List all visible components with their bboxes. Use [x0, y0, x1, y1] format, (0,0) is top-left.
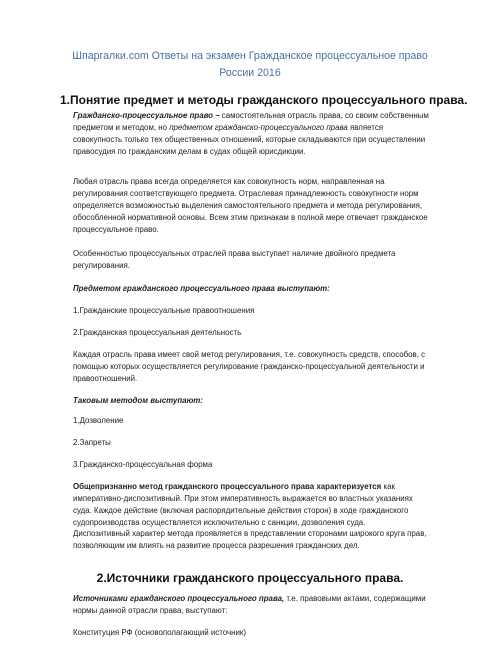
method-item-3: 3.Гражданско-процессуальная форма — [73, 460, 213, 469]
paragraph-text: является совокупность только тех общественных отношений, которые складываются при осуществлении правосудия по гражданским делам в судах общей юрисдикции. — [73, 122, 426, 156]
term-civil-procedural-law: Гражданско-процессуальное право – — [73, 111, 220, 120]
paragraph-text: самостоятельная отрасль права, со своим собственным предметом и методом, но — [73, 111, 429, 132]
paragraph-text: как императивно-диспозитивный. При этом императивность выражается во властных указаниях суда. Каждое действие (включая распорядительные действия сторон) в ходе гражданского судопроизводства осуществляется исключительно с санкции, дозволения суда. — [73, 482, 413, 527]
subject-item-2: 2.Гражданская процессуальная деятельность — [73, 328, 242, 337]
term-sources: Источниками гражданского процессуального права, — [73, 594, 285, 603]
method-item-1: 1.Дозволение — [73, 416, 124, 425]
section1-paragraph-3: Особенностью процессуальных отраслей права выступает наличие двойного предмета регулирования. — [73, 249, 396, 270]
document-title: Шпаргалки.com Ответы на экзамен Гражданское процессуальное право России 2016 — [72, 50, 428, 79]
subject-heading: Предметом гражданского процессуального права выступают: — [73, 284, 330, 293]
section2-paragraph-1 — [73, 593, 429, 617]
section1-paragraph-6: Диспозитивный характер метода проявляется в представлении сторонами широкого круга прав, позволяющим им влиять на развитие процесса разрешения гражданских дел. — [73, 529, 427, 550]
section1-paragraph-4: Каждая отрасль права имеет свой метод регулирования, т.е. совокупность средств, способов, с помощью которых осуществляется регулирование гражданско-процессуальной деятельности и правоотношений. — [73, 350, 426, 383]
section1-paragraph-2: Любая отрасль права всегда определяется как совокупность норм, направленная на регулирования соответствующего предмета. Отраслевая принадлежность совокупности норм определяется возможностью выделения самостоятельного предмета и метода регулирования, обособленной нормативной основы. Всем этим признакам в полной мере отвечает гражданское процессуальное право. — [73, 177, 428, 234]
section2-heading: 2.Источники гражданского процессуального права. — [96, 571, 404, 585]
method-item-2: 2.Запреты — [73, 438, 111, 447]
subject-item-1: 1.Гражданские процессуальные правоотношения — [73, 306, 255, 315]
section1-paragraph-5 — [73, 481, 429, 529]
term-subject: предметом гражданско-процессуального права — [169, 122, 348, 132]
method-heading: Таковым методом выступают: — [73, 396, 203, 405]
method-characterization: Общепризнанно метод гражданского процессуального права характеризуется — [73, 482, 382, 491]
section1-heading: 1.Понятие предмет и методы гражданского процессуального права. — [60, 93, 468, 107]
section1-paragraph-1 — [73, 110, 429, 158]
paragraph-text: т.е. правовыми актами, содержащими нормы данной отрасли права, выступают: — [73, 594, 426, 615]
section2-paragraph-2: Конституция РФ (основополагающий источник) — [73, 628, 246, 637]
